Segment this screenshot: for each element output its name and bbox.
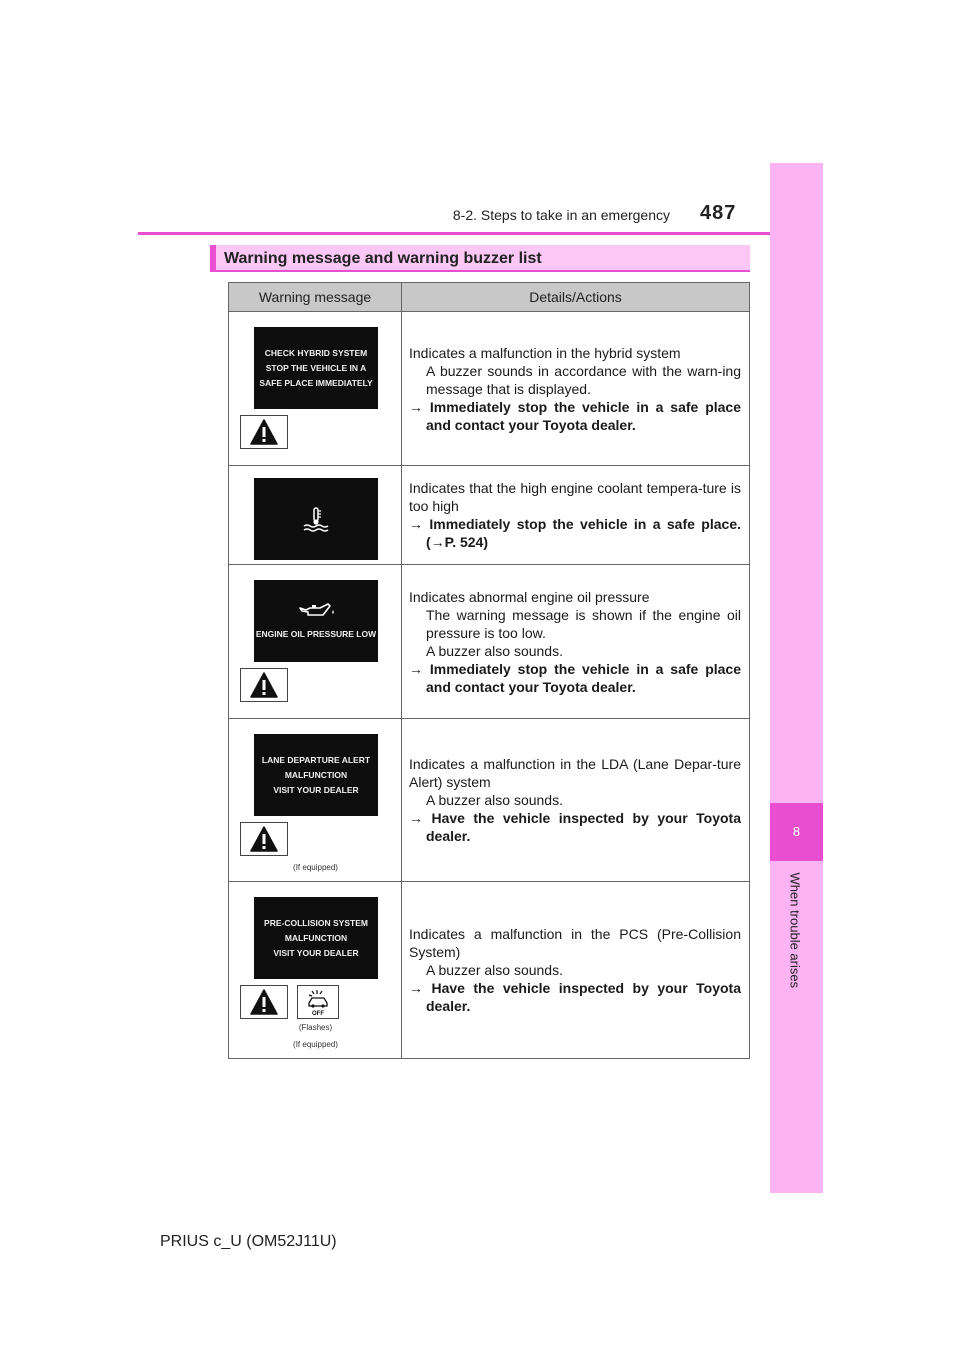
detail-text: Indicates that the high engine coolant tempera-ture is too high xyxy=(409,480,741,514)
details-cell xyxy=(402,565,749,718)
note-text: A buzzer sounds in accordance with the warn-ing message that is displayed. xyxy=(426,362,741,397)
table-row xyxy=(229,466,749,565)
header-rule xyxy=(138,232,822,235)
chapter-label: When trouble arises xyxy=(787,872,803,989)
screen-line: PRE-COLLISION SYSTEM xyxy=(264,917,368,928)
header-section: 8-2. Steps to take in an emergency xyxy=(452,207,670,223)
svg-text:OFF: OFF xyxy=(312,1011,324,1016)
details-cell xyxy=(402,312,749,465)
details-cell xyxy=(402,882,749,1058)
screen-line: CHECK HYBRID SYSTEM xyxy=(264,347,368,358)
screen-line: ENGINE OIL PRESSURE LOW xyxy=(255,628,377,639)
hybrid-warning-screen xyxy=(254,327,378,409)
action-label: Immediately stop the vehicle in a safe place. (→P. 524) xyxy=(426,516,741,550)
screen-line: STOP THE VEHICLE IN A xyxy=(265,362,367,373)
warning-cell xyxy=(229,312,402,465)
table-header xyxy=(229,283,749,312)
note-text: A buzzer also sounds. xyxy=(426,792,563,808)
chapter-number: 8 xyxy=(770,803,823,861)
table-row xyxy=(229,882,749,1059)
pcs-off-light-box xyxy=(297,985,339,1019)
if-equipped-note: (If equipped) xyxy=(293,863,338,872)
warning-light-box xyxy=(240,668,288,702)
warning-triangle-icon xyxy=(250,419,278,445)
screen-line: VISIT YOUR DEALER xyxy=(273,947,359,958)
warning-table xyxy=(228,282,750,1059)
detail-text: Indicates a malfunction in the hybrid system xyxy=(409,344,681,361)
action-label: Immediately stop the vehicle in a safe place and contact your Toyota dealer. xyxy=(426,660,741,695)
warning-cell xyxy=(229,882,402,1058)
detail-text: Indicates a malfunction in the LDA (Lane Depar-ture Alert) system xyxy=(409,756,741,790)
warning-triangle-icon xyxy=(250,989,278,1015)
detail-text: Indicates abnormal engine oil pressure xyxy=(409,588,650,605)
section-title-text: Warning message and warning buzzer list xyxy=(224,250,542,267)
note-text: The warning message is shown if the engine oil pressure is too low. xyxy=(426,606,741,641)
page-number: 487 xyxy=(700,202,737,224)
warning-triangle-icon xyxy=(250,672,278,698)
col-warning-message: Warning message xyxy=(229,283,402,311)
warning-light-box xyxy=(240,985,288,1019)
action-text: → Immediately stop the vehicle in a safe place and contact your Toyota dealer. xyxy=(409,398,741,433)
pcs-warning-screen xyxy=(254,897,378,979)
table-row xyxy=(229,565,749,719)
screen-line: VISIT YOUR DEALER xyxy=(273,784,359,795)
warning-cell xyxy=(229,565,402,718)
action-label: Have the vehicle inspected by your Toyota dealer. xyxy=(426,810,741,844)
warning-light-box xyxy=(240,822,288,856)
action-text: → Immediately stop the vehicle in a safe place. (→P. 524) xyxy=(409,516,741,550)
coolant-temp-icon xyxy=(301,506,331,532)
section-title xyxy=(210,245,750,272)
lda-warning-screen xyxy=(254,734,378,816)
screen-line: MALFUNCTION xyxy=(284,769,348,780)
note-text: A buzzer also sounds. xyxy=(426,642,563,659)
warning-cell xyxy=(229,719,402,881)
side-tab-band xyxy=(770,163,823,1193)
warning-light-box xyxy=(240,415,288,449)
col-details-actions: Details/Actions xyxy=(529,289,622,305)
warning-cell xyxy=(229,466,402,564)
action-label: Have the vehicle inspected by your Toyota dealer. xyxy=(426,980,741,1014)
if-equipped-note: (If equipped) xyxy=(293,1040,338,1049)
table-row xyxy=(229,312,749,466)
action-label: Immediately stop the vehicle in a safe place and contact your Toyota dealer. xyxy=(426,398,741,433)
footer-model-code: PRIUS c_U (OM52J11U) xyxy=(160,1233,337,1250)
flashes-note: (Flashes) xyxy=(298,1023,333,1032)
note-text: A buzzer also sounds. xyxy=(426,962,563,978)
details-cell xyxy=(402,466,749,564)
coolant-warning-screen xyxy=(254,478,378,560)
warning-triangle-icon xyxy=(250,826,278,852)
action-text: → Have the vehicle inspected by your Toyota dealer. xyxy=(409,810,741,844)
oil-pressure-screen xyxy=(254,580,378,662)
screen-line: LANE DEPARTURE ALERT xyxy=(261,754,371,765)
action-text: → Have the vehicle inspected by your Toyota dealer. xyxy=(409,980,741,1014)
pcs-off-icon xyxy=(303,988,333,1016)
action-text: → Immediately stop the vehicle in a safe place and contact your Toyota dealer. xyxy=(409,660,741,695)
detail-text: Indicates a malfunction in the PCS (Pre-Collision System) xyxy=(409,926,741,960)
details-cell xyxy=(402,719,749,881)
screen-line: SAFE PLACE IMMEDIATELY xyxy=(259,377,373,388)
screen-line: MALFUNCTION xyxy=(284,932,348,943)
oil-can-icon xyxy=(296,601,336,621)
table-row xyxy=(229,719,749,882)
